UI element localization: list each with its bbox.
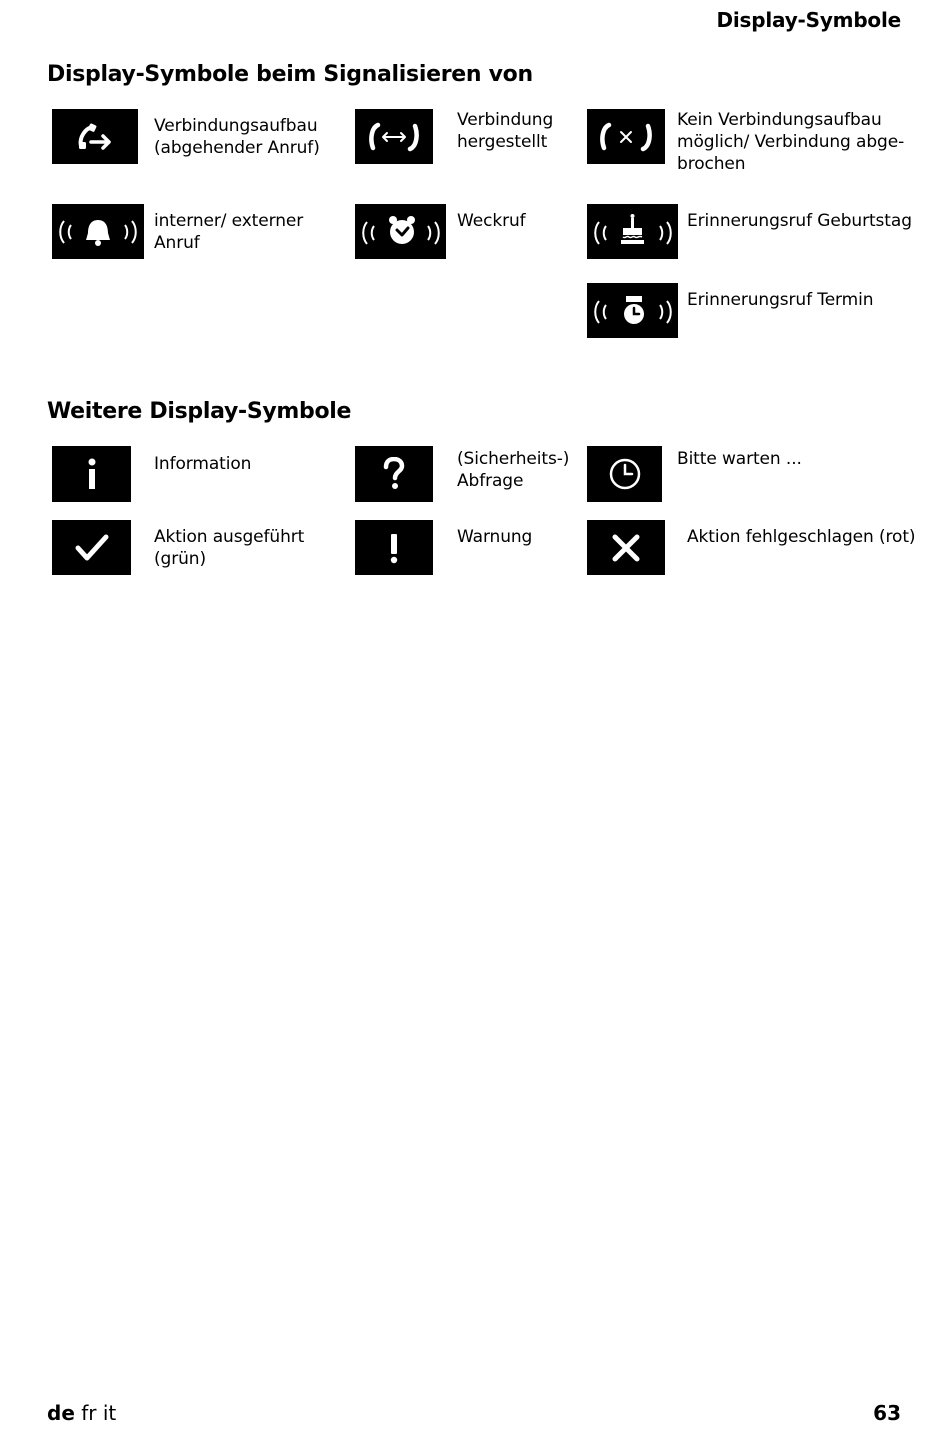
- alarm-clock-icon: [355, 204, 446, 259]
- language-de: de: [47, 1401, 75, 1425]
- page-header-title: Display-Symbole: [716, 8, 901, 32]
- section-title-signaling: Display-Symbole beim Signalisieren von: [47, 62, 533, 87]
- checkmark-icon: [52, 520, 131, 575]
- caption-info: Information: [154, 454, 252, 474]
- cross-icon: [587, 520, 665, 575]
- page-number: 63: [873, 1401, 901, 1425]
- outgoing-call-icon: [52, 109, 138, 164]
- info-icon: [52, 446, 131, 502]
- caption-appointment-reminder: Erinnerungsruf Termin: [687, 290, 874, 310]
- footer-languages: [47, 1401, 116, 1425]
- caption-ringing-bell: interner/ externer Anruf: [154, 211, 304, 253]
- birthday-cake-icon: [587, 204, 678, 259]
- caption-alarm-clock: Weckruf: [457, 211, 526, 231]
- caption-clock: Bitte warten ...: [677, 449, 802, 469]
- caption-outgoing-call: Verbindungsaufbau (abgehender Anruf): [154, 116, 320, 158]
- caption-cross: Aktion fehlgeschlagen (rot): [687, 527, 916, 547]
- language-fr: fr: [81, 1401, 97, 1425]
- caption-connection-failed: Kein Verbindungsaufbau möglich/ Verbindung abge- brochen: [677, 110, 905, 174]
- connection-established-icon: [355, 109, 433, 164]
- ringing-bell-icon: [52, 204, 144, 259]
- caption-connection-established: Verbindung hergestellt: [457, 110, 554, 152]
- connection-failed-icon: [587, 109, 665, 164]
- caption-exclamation: Warnung: [457, 527, 533, 547]
- section-title-further: Weitere Display-Symbole: [47, 399, 352, 424]
- caption-birthday-cake: Erinnerungsruf Geburtstag: [687, 211, 912, 231]
- caption-checkmark: Aktion ausgeführt (grün): [154, 527, 305, 569]
- appointment-reminder-icon: [587, 283, 678, 338]
- question-icon: [355, 446, 433, 502]
- exclamation-icon: [355, 520, 433, 575]
- language-it: it: [102, 1401, 117, 1425]
- caption-question: (Sicherheits-) Abfrage: [457, 449, 570, 491]
- clock-icon: [587, 446, 662, 502]
